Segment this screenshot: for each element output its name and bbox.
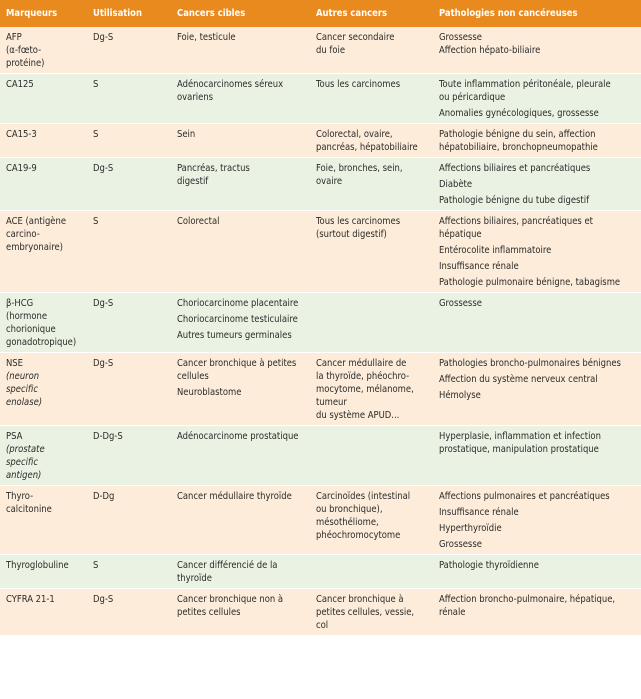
marker-line: β-HCG [6,298,34,309]
table-row [0,211,641,293]
pathologies-line: Grossesse [439,298,482,309]
cell-marker [0,124,87,158]
cell-use: S [87,124,171,158]
cell-others [310,589,433,636]
table-row [0,589,641,636]
others-line: Carcinoïdes (intestinal [316,491,411,502]
table-row [0,124,641,158]
others-line: Cancer secondaire [316,32,395,43]
pathologies-line: hépatobiliaire, bronchopneumopathie [439,142,598,153]
others-line: Foie, bronches, sein, [316,163,403,174]
cell-use: Dg-S [87,589,171,636]
header-autres-cancers: Autres cancers [310,0,433,27]
cell-use: D-Dg [87,486,171,555]
targets-line: cellules [177,371,209,382]
pathologies-line: Anomalies gynécologiques, grossesse [439,108,599,119]
targets-line: Neuroblastome [177,387,242,398]
pathologies-line: Pathologies broncho-pulmonaires bénignes [439,358,621,369]
cell-marker [0,27,87,74]
cell-use: D-Dg-S [87,426,171,486]
pathologies-line: Affections biliaires et pancréatiques [439,163,591,174]
cell-marker [0,211,87,293]
pathologies-line: Affections pulmonaires et pancréatiques [439,491,610,502]
pathologies-line: hépatique [439,229,482,240]
marker-line: CA125 [6,79,34,90]
targets-line: Choriocarcinome testiculaire [177,314,298,325]
marker-line: CA15-3 [6,129,37,140]
table-row [0,158,641,211]
cell-others [310,74,433,124]
pathologies-line: Pathologie bénigne du sein, affection [439,129,596,140]
pathologies-line: Pathologie pulmonaire bénigne, tabagisme [439,277,621,288]
cell-targets [171,124,310,158]
cell-marker [0,555,87,589]
cell-pathologies [433,589,641,636]
others-line: la thyroïde, phéochro- [316,371,410,382]
cell-targets [171,158,310,211]
cell-use: S [87,211,171,293]
marker-line: enolase) [6,397,43,408]
targets-line: digestif [177,176,209,187]
cell-marker [0,353,87,426]
targets-line: Adénocarcinome prostatique [177,431,299,442]
cell-pathologies [433,555,641,589]
marker-line: specific [6,384,39,395]
targets-line: Colorectal [177,216,220,227]
targets-line: ovariens [177,92,214,103]
table-row [0,555,641,589]
targets-line: Foie, testicule [177,32,236,43]
others-line: Cancer bronchique à [316,594,404,605]
cell-others [310,293,433,353]
table-row [0,426,641,486]
table-row [0,293,641,353]
pathologies-line: Grossesse [439,32,482,43]
cell-others [310,555,433,589]
marker-line: chorionique [6,324,56,335]
cell-targets [171,353,310,426]
targets-line: Cancer bronchique à petites [177,358,297,369]
table-row [0,27,641,74]
targets-line: Pancréas, tractus [177,163,250,174]
pathologies-line: Affection du système nerveux central [439,374,598,385]
marker-line: embryonaire) [6,242,63,253]
others-line: mésothéliome, [316,517,379,528]
pathologies-line: Diabète [439,179,473,190]
cell-others [310,27,433,74]
pathologies-line: prostatique, manipulation prostatique [439,444,599,455]
cell-targets [171,589,310,636]
cell-use: Dg-S [87,158,171,211]
table-body [0,27,641,636]
cell-targets [171,211,310,293]
cell-targets [171,426,310,486]
table-row [0,486,641,555]
pathologies-line: rénale [439,607,466,618]
cell-others [310,353,433,426]
others-line: du foie [316,45,346,56]
others-line: Colorectal, ovaire, [316,129,393,140]
others-line: ou bronchique), [316,504,383,515]
table-row [0,353,641,426]
others-line: Cancer médullaire de [316,358,407,369]
cell-others [310,211,433,293]
marker-line: ACE (antigène [6,216,67,227]
pathologies-line: Insuffisance rénale [439,261,519,272]
cell-targets [171,27,310,74]
cell-marker [0,293,87,353]
marker-line: CYFRA 21-1 [6,594,55,605]
marker-line: (neuron [6,371,40,382]
marker-line: gonadotropique) [6,337,77,348]
cell-pathologies [433,74,641,124]
cell-pathologies [433,211,641,293]
marker-line: carcino- [6,229,40,240]
marker-line: antigen) [6,470,42,481]
pathologies-line: Pathologie thyroïdienne [439,560,539,571]
cell-targets [171,486,310,555]
cell-targets [171,293,310,353]
cell-others [310,124,433,158]
targets-line: Sein [177,129,196,140]
cell-use: Dg-S [87,353,171,426]
cell-use: Dg-S [87,293,171,353]
header-marqueurs: Marqueurs [0,0,87,27]
table-row [0,74,641,124]
targets-line: Cancer bronchique non à [177,594,284,605]
others-line: Tous les carcinomes [316,79,401,90]
targets-line: thyroïde [177,573,212,584]
others-line: mocytome, mélanome, [316,384,414,395]
header-cancers-cibles: Cancers cibles [171,0,310,27]
pathologies-line: ou péricardique [439,92,506,103]
pathologies-line: Insuffisance rénale [439,507,519,518]
marker-line: (prostate [6,444,45,455]
marker-line: CA19-9 [6,163,37,174]
cell-targets [171,74,310,124]
pathologies-line: Affections biliaires, pancréatiques et [439,216,593,227]
pathologies-line: Pathologie bénigne du tube digestif [439,195,590,206]
cell-pathologies [433,158,641,211]
marker-line: (α-fœto- [6,45,42,56]
pathologies-line: Hyperplasie, inflammation et infection [439,431,601,442]
targets-line: petites cellules [177,607,241,618]
cell-marker [0,158,87,211]
header-utilisation: Utilisation [87,0,171,27]
targets-line: Autres tumeurs germinales [177,330,292,341]
pathologies-line: Grossesse [439,539,482,550]
marker-line: Thyroglobuline [6,560,69,571]
cell-others [310,426,433,486]
marker-line: Thyro- [6,491,34,502]
targets-line: Cancer différencié de la [177,560,278,571]
others-line: col [316,620,329,631]
marker-line: PSA [6,431,23,442]
cell-marker [0,589,87,636]
cell-pathologies [433,293,641,353]
marker-line: protéine) [6,58,45,69]
cell-marker [0,426,87,486]
others-line: Tous les carcinomes [316,216,401,227]
marker-line: NSE [6,358,23,369]
pathologies-line: Affection hépato-biliaire [439,45,541,56]
cell-pathologies [433,124,641,158]
cell-pathologies [433,426,641,486]
marker-line: specific [6,457,39,468]
table-header [0,0,641,27]
others-line: du système APUD... [316,410,400,421]
cell-use: S [87,555,171,589]
pathologies-line: Affection broncho-pulmonaire, hépatique, [439,594,616,605]
others-line: (surtout digestif) [316,229,387,240]
pathologies-line: Hyperthyroïdie [439,523,502,534]
others-line: ovaire [316,176,343,187]
cell-pathologies [433,27,641,74]
marker-line: calcitonine [6,504,52,515]
cell-pathologies [433,353,641,426]
cell-use: Dg-S [87,27,171,74]
marker-line: (hormone [6,311,48,322]
targets-line: Adénocarcinomes séreux [177,79,284,90]
header-pathologies: Pathologies non cancéreuses [433,0,641,27]
cell-others [310,486,433,555]
pathologies-line: Hémolyse [439,390,481,401]
others-line: tumeur [316,397,347,408]
others-line: phéochromocytome [316,530,401,541]
cell-pathologies [433,486,641,555]
targets-line: Cancer médullaire thyroïde [177,491,292,502]
cell-use: S [87,74,171,124]
others-line: pancréas, hépatobiliaire [316,142,418,153]
cell-others [310,158,433,211]
cell-targets [171,555,310,589]
pathologies-line: Toute inflammation péritonéale, pleurale [439,79,611,90]
cell-marker [0,74,87,124]
others-line: petites cellules, vessie, [316,607,415,618]
pathologies-line: Entérocolite inflammatoire [439,245,552,256]
marker-line: AFP [6,32,22,43]
targets-line: Choriocarcinome placentaire [177,298,299,309]
cell-marker [0,486,87,555]
